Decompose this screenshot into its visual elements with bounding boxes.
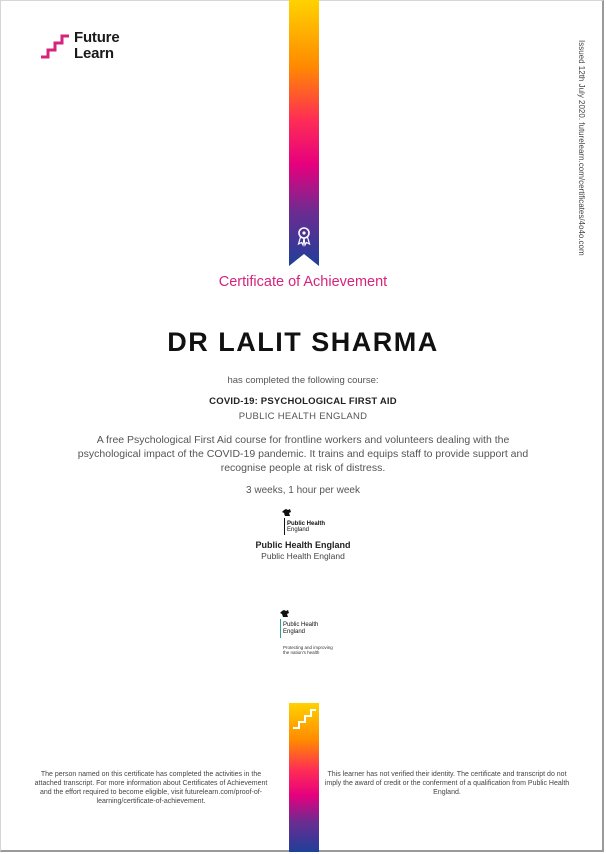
- logo-line-2: Learn: [74, 45, 114, 62]
- learner-name: DR LALIT SHARMA: [167, 327, 439, 357]
- phe-logo-line-2: England: [287, 527, 310, 533]
- certificate-title: Certificate of Achievement: [218, 274, 388, 290]
- top-ribbon: [289, 0, 319, 266]
- phe-logo-large: [277, 610, 337, 655]
- logo-line-1: Future: [74, 29, 120, 46]
- bottom-ribbon: [289, 703, 319, 852]
- crest-icon: [282, 509, 291, 516]
- crest-icon: [280, 610, 289, 617]
- course-organisation: PUBLIC HEALTH ENGLAND: [238, 411, 368, 422]
- futurelearn-logo: [40, 30, 119, 62]
- footer-left-text: The person named on this certificate has completed the activities in the attached transcript. For more information about Certificates of Achievement and the effort required to become eligible, visit futurelearn.com/proof-of-learning/certificate-of-achievement.: [34, 771, 268, 805]
- phe-logo-line-1: Public Health: [287, 521, 326, 527]
- stairs-icon: [40, 30, 70, 60]
- phe-tagline: Protecting and improving the nation's health: [283, 645, 333, 655]
- partner-name: Public Health England: [255, 540, 351, 550]
- partner-subname: Public Health England: [261, 551, 345, 561]
- issued-info: Issued 12th July 2020. futurelearn.com/certificates/4o4o.com: [577, 40, 586, 256]
- course-title: COVID-19: PSYCHOLOGICAL FIRST AID: [209, 396, 397, 407]
- course-description: A free Psychological First Aid course for frontline workers and volunteers dealing with the psychological impact of the COVID-19 pandemic. It trains and equips staff to provide support and recognise people at risk of distress.: [77, 434, 529, 474]
- phe-logo: [279, 508, 329, 541]
- completed-text: has completed the following course:: [227, 375, 379, 386]
- course-duration: 3 weeks, 1 hour per week: [246, 485, 360, 496]
- footer-right-text: This learner has not verified their identity. The certificate and transcript do not imply the award of credit or the conferment of a qualification from Public Health England.: [324, 771, 570, 796]
- phe-logo2-line-1: Public Health: [283, 622, 319, 628]
- phe-logo2-line-2: England: [283, 629, 306, 635]
